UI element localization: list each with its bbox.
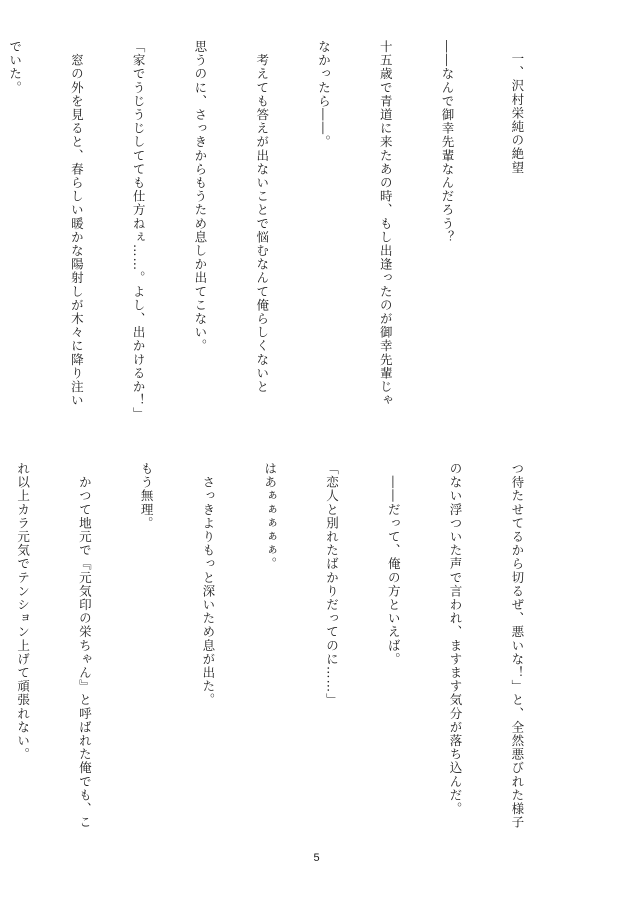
text-line: 十五歳で青道に来たあの時、もし出逢ったのが御幸先輩じゃ <box>378 40 394 408</box>
text-line: 「恋人と別れたばかりだってのに……」 <box>324 462 340 707</box>
text-line: かつて地元で『元気印の栄ちゃん』と呼ばれた俺でも、こ <box>77 462 93 830</box>
text-line: はあぁぁぁぁぁ。 <box>262 462 278 571</box>
text-line: もう無理。 <box>139 462 155 530</box>
text-line: 思うのに、さっきからもうため息しか出てこない。 <box>192 40 208 353</box>
chapter-heading: 一、沢村栄純の絶望 <box>509 52 525 175</box>
text-line: 窓の外を見ると、春らしい暖かな陽射しが木々に降り注い <box>69 40 85 408</box>
text-line: れ以上カラ元気でテンション上げて頑張れない。 <box>15 462 31 762</box>
text-line: 「家でうじうじしてても仕方ねぇ……。よし、出かけるか！」 <box>131 40 147 421</box>
text-line: ――だって、俺の方といえば。 <box>386 462 402 666</box>
text-line: さっきよりもっと深いため息が出た。 <box>200 462 216 707</box>
text-line: つ待たせてるから切るぜ、悪いな！」と、全然悪びれた様子 <box>509 462 525 830</box>
text-line: 考えても答えが出ないことで悩むなんて俺らしくないと <box>254 40 270 394</box>
text-line: ――なんで御幸先輩なんだろう？ <box>440 40 456 244</box>
bottom-text-block <box>15 462 568 842</box>
text-line: でいた。 <box>7 40 23 95</box>
top-text-block <box>7 40 568 421</box>
page-number: 5 <box>313 852 320 864</box>
text-line: のない浮ついた声で言われ、ますます気分が落ち込んだ。 <box>448 462 464 816</box>
text-line: なかったら――。 <box>316 40 332 149</box>
